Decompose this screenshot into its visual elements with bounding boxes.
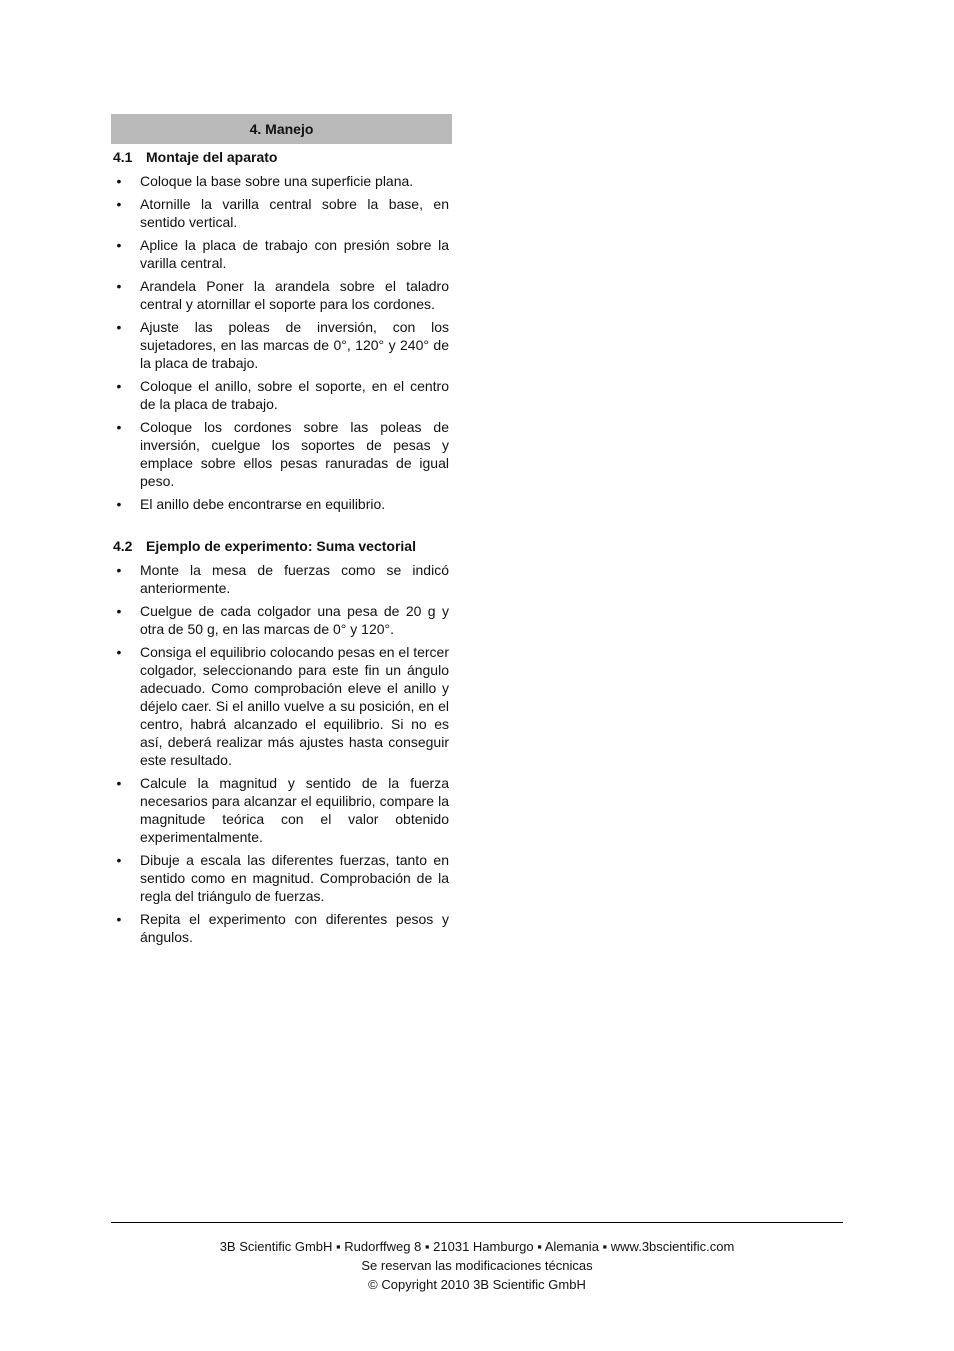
list-item: • Ajuste las poleas de inversión, con los sujetadores, en las marcas de 0°, 120° y 240° de la placa de trabajo. xyxy=(111,318,452,372)
bullet-icon: • xyxy=(116,278,122,294)
list-item: • Calcule la magnitud y sentido de la fuerza necesarios para alcanzar el equilibrio, compare la magnitude teórica con el valor obtenido experimentalmente. xyxy=(111,774,452,846)
list-item: • Cuelgue de cada colgador una pesa de 20 g y otra de 50 g, en las marcas de 0° y 120°. xyxy=(111,602,452,638)
page-footer xyxy=(111,1237,843,1294)
list-item: • Coloque la base sobre una superficie plana. xyxy=(111,172,452,190)
bullet-icon: • xyxy=(116,852,122,868)
bullet-icon: • xyxy=(116,319,122,335)
section-header xyxy=(111,114,452,144)
section-title: 4. Manejo xyxy=(249,121,314,137)
bullet-icon: • xyxy=(116,644,122,660)
bullet-icon: • xyxy=(116,378,122,394)
list-item: • Aplice la placa de trabajo con presión sobre la varilla central. xyxy=(111,236,452,272)
main-column xyxy=(111,114,452,951)
subsection-number: 4.2 xyxy=(113,538,133,554)
bullet-icon: • xyxy=(116,603,122,619)
bullet-icon: • xyxy=(116,911,122,927)
spacer xyxy=(111,518,452,537)
list-item: • Dibuje a escala las diferentes fuerzas, tanto en sentido como en magnitud. Comprobación de la regla del triángulo de fuerzas. xyxy=(111,851,452,905)
bullet-icon: • xyxy=(116,775,122,791)
list-item: • Coloque el anillo, sobre el soporte, en el centro de la placa de trabajo. xyxy=(111,377,452,413)
experiment-steps-list xyxy=(111,561,452,946)
list-item: • Atornille la varilla central sobre la base, en sentido vertical. xyxy=(111,195,452,231)
subsection-heading-experiment xyxy=(113,537,452,555)
list-item: • Coloque los cordones sobre las poleas de inversión, cuelgue los soportes de pesas y emplace sobre ellos pesas ranuradas de igual peso. xyxy=(111,418,452,490)
footer-divider xyxy=(111,1222,843,1223)
footer-notice: Se reservan las modificaciones técnicas xyxy=(361,1258,593,1273)
subsection-title: Montaje del aparato xyxy=(146,149,278,165)
footer-copyright: © Copyright 2010 3B Scientific GmbH xyxy=(368,1277,586,1292)
list-item: • El anillo debe encontrarse en equilibrio. xyxy=(111,495,452,513)
bullet-icon: • xyxy=(116,419,122,435)
bullet-icon: • xyxy=(116,237,122,253)
subsection-title: Ejemplo de experimento: Suma vectorial xyxy=(146,538,416,554)
bullet-icon: • xyxy=(116,173,122,189)
subsection-heading-setup xyxy=(113,148,452,166)
setup-steps-list xyxy=(111,172,452,513)
list-item: • Consiga el equilibrio colocando pesas en el tercer colgador, seleccionando para este fin un ángulo adecuado. Como comprobación eleve el anillo y déjelo caer. Si el anillo vuelve a su posición, en el centro, habrá alcanzado el equilibrio. Si no es así, deberá realizar más ajustes hasta conseguir este resultado. xyxy=(111,643,452,769)
list-item: • Repita el experimento con diferentes pesos y ángulos. xyxy=(111,910,452,946)
bullet-icon: • xyxy=(116,196,122,212)
bullet-icon: • xyxy=(116,562,122,578)
list-item: • Monte la mesa de fuerzas como se indicó anteriormente. xyxy=(111,561,452,597)
list-item: • Arandela Poner la arandela sobre el taladro central y atornillar el soporte para los cordones. xyxy=(111,277,452,313)
footer-address: 3B Scientific GmbH ▪ Rudorffweg 8 ▪ 21031 Hamburgo ▪ Alemania ▪ www.3bscientific.com xyxy=(219,1239,735,1254)
bullet-icon: • xyxy=(116,496,122,512)
subsection-number: 4.1 xyxy=(113,149,133,165)
